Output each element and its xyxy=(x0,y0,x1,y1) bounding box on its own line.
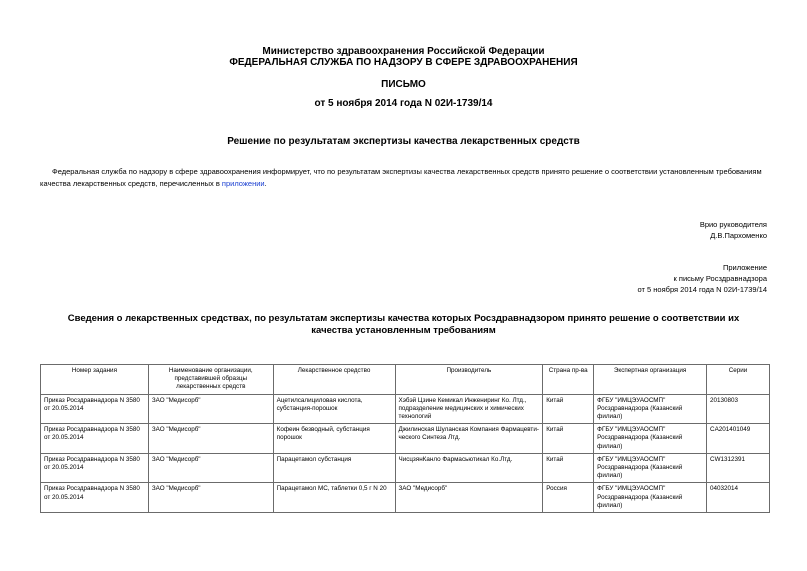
header-manufacturer: Производитель xyxy=(395,365,543,395)
cell-expert-org: ФГБУ "ИМЦЭУАОСМП" Росздравнадзора (Казанский филиал) xyxy=(594,424,707,454)
cell-manufacturer: ЧисцзянКанло Фармасьютикал Ко.Лтд. xyxy=(395,453,543,483)
cell-expert-org: ФГБУ "ИМЦЭУАОСМП" Росздравнадзора (Казанский филиал) xyxy=(594,394,707,424)
cell-drug: Парацетамол МС, таблетки 0,5 г N 20 xyxy=(273,483,395,513)
table-row xyxy=(41,453,770,483)
service-name: ФЕДЕРАЛЬНАЯ СЛУЖБА ПО НАДЗОРУ В СФЕРЕ ЗДРАВООХРАНЕНИЯ xyxy=(229,57,578,68)
header-series: Серии xyxy=(707,365,770,395)
appendix-label: Приложение xyxy=(723,263,767,272)
letter-body xyxy=(40,166,770,190)
table-title: Сведения о лекарственных средствах, по результатам экспертизы качества которых Росздравнадзором принято решение о соответствии их качества установленным требованиям xyxy=(67,313,740,336)
cell-expert-org: ФГБУ "ИМЦЭУАОСМП" Росздравнадзора (Казанский филиал) xyxy=(594,483,707,513)
cell-organization: ЗАО "Медисорб" xyxy=(148,394,273,424)
cell-series: CA201401049 xyxy=(707,424,770,454)
cell-country: Китай xyxy=(543,453,594,483)
cell-drug: Ацетилсалициловая кислота, субстанция-порошок xyxy=(273,394,395,424)
cell-country: Китай xyxy=(543,394,594,424)
appendix-link[interactable]: приложении xyxy=(221,179,265,188)
cell-drug: Парацетамол субстанция xyxy=(273,453,395,483)
signatory-name: Д.В.Пархоменко xyxy=(710,231,767,240)
cell-organization: ЗАО "Медисорб" xyxy=(148,483,273,513)
header-expert-org: Экспертная организация xyxy=(594,365,707,395)
cell-country: Китай xyxy=(543,424,594,454)
header-country: Страна пр-ва xyxy=(543,365,594,395)
signature-block xyxy=(700,219,767,241)
document-subject: Решение по результатам экспертизы качества лекарственных средств xyxy=(227,136,580,147)
header-drug: Лекарственное средство xyxy=(273,365,395,395)
cell-task-number: Приказ Росздравнадзора N 3580 от 20.05.2014 xyxy=(41,453,149,483)
document-date: от 5 ноября 2014 года N 02И-1739/14 xyxy=(314,98,493,109)
appendix-ref: к письму Росздравнадзора xyxy=(673,274,767,283)
ministry-name: Министерство здравоохранения Российской Федерации xyxy=(262,46,545,57)
signatory-position: Врио руководителя xyxy=(699,220,767,229)
cell-organization: ЗАО "Медисорб" xyxy=(148,453,273,483)
cell-series: CW1312391 xyxy=(707,453,770,483)
header-task-number: Номер задания xyxy=(41,365,149,395)
table-row xyxy=(41,424,770,454)
cell-manufacturer: ЗАО "Медисорб" xyxy=(395,483,543,513)
body-text-end: . xyxy=(264,179,267,188)
body-text: Федеральная служба по надзору в сфере здравоохранения информирует, что по результатам экспертизы качества лекарственных средств принято решение о соответствии установленным требованиям качества лекарственных средств, перечисленных в xyxy=(40,167,762,188)
cell-country: Россия xyxy=(543,483,594,513)
cell-task-number: Приказ Росздравнадзора N 3580 от 20.05.2014 xyxy=(41,424,149,454)
table-header-row xyxy=(41,365,770,395)
header-organization: Наименование организации, представившей образцы лекарственных средств xyxy=(148,365,273,395)
drugs-table xyxy=(40,364,770,513)
cell-series: 04032014 xyxy=(707,483,770,513)
cell-task-number: Приказ Росздравнадзора N 3580 от 20.05.2014 xyxy=(41,394,149,424)
table-row xyxy=(41,483,770,513)
cell-manufacturer: Джилинская Шуланская Компания Фармацевти-ческого Синтеза Лтд. xyxy=(395,424,543,454)
appendix-block xyxy=(638,262,768,295)
cell-organization: ЗАО "Медисорб" xyxy=(148,424,273,454)
cell-task-number: Приказ Росздравнадзора N 3580 от 20.05.2014 xyxy=(41,483,149,513)
cell-expert-org: ФГБУ "ИМЦЭУАОСМП" Росздравнадзора (Казанский филиал) xyxy=(594,453,707,483)
cell-series: 20130803 xyxy=(707,394,770,424)
table-row xyxy=(41,394,770,424)
document-type: ПИСЬМО xyxy=(381,79,426,90)
cell-manufacturer: Хэбэй Цзине Кемикал Инжениринг Ко. Лтд., подразделение медицинских и химических технологий xyxy=(395,394,543,424)
appendix-date: от 5 ноября 2014 года N 02И-1739/14 xyxy=(637,285,767,294)
cell-drug: Кофеин безводный, субстанция порошок xyxy=(273,424,395,454)
